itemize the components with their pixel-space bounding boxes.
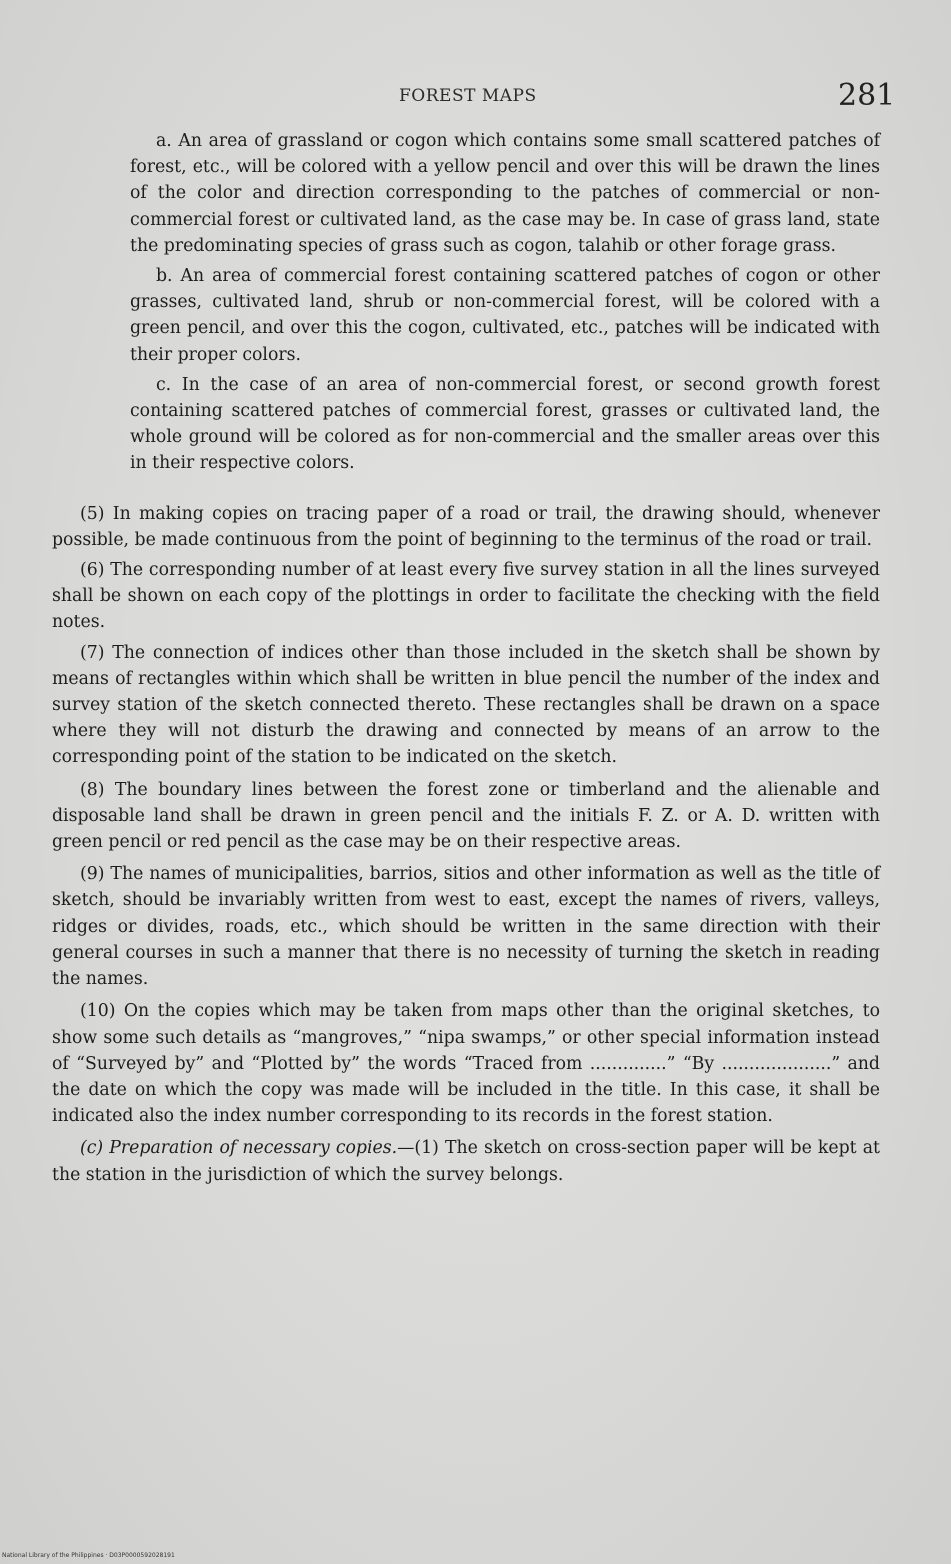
paragraph-8: (8) The boundary lines between the forest zone or timberland and the alienable and disposable land shall be drawn in green pencil and the initials F. Z. or A. D. written with green pencil or red pencil as the case may be on their respective areas. [52,779,880,853]
paragraph-c-body: —(1) The sketch on cross-section paper will be kept at the station in the jurisdiction of which the survey belongs. [52,1138,881,1185]
paragraph-7: (7) The connection of indices other than those included in the sketch shall be shown by means of rectangles within which shall be written in blue pencil the number of the index and survey station of the sketch connected thereto. These rectangles shall be drawn on a space where they will not disturb the drawing and connected by means of an arrow to the corresponding point of the station to be indicated on the sketch. [52,642,880,768]
footer-credit: National Library of the Philippines · D03P0000592028191 [2,1552,175,1559]
paragraph-10: (10) On the copies which may be taken from maps other than the original sketches, to show some such details as “mangroves,” “nipa swamps,” or other special information instead of “Surveyed by” and “Plotted by” the words “Traced from ..............” “By ....................” and the date on which the copy was made will be included in the title. In this case, it shall be indicated also the index number corresponding to its records in the forest station. [52,1001,880,1127]
paragraph-5: (5) In making copies on tracing paper of a road or trail, the drawing should, whenever possible, be made continuous from the point of beginning to the terminus of the road or trail. [52,503,880,550]
subparagraph-b: b. An area of commercial forest containing scattered patches of cogon or other grasses, cultivated land, shrub or non-commercial forest, will be colored with a green pencil, and over this the cogon, cultivated, etc., patches will be indicated with their proper colors. [130,266,880,365]
paragraph-6: (6) The corresponding number of at least every five survey station in all the lines surveyed shall be shown on each copy of the plottings in order to facilitate the checking with the field notes. [52,560,880,633]
page-number: 281 [838,78,896,113]
section-heading-italic: (c) Preparation of necessary copies. [80,1138,398,1159]
subparagraph-a: a. An area of grassland or cogon which contains some small scattered patches of forest, etc., will be colored with a yellow pencil and over this will be drawn the lines of the color and direction corresponding to the patches of commercial or non-commercial forest or cultivated land, as the case may be. In case of grass land, state the predominating species of grass such as cogon, talahib or other forage grass. [130,131,880,256]
paragraph-9: (9) The names of municipalities, barrios, sitios and other information as well as the title of sketch, should be invariably written from west to east, except the names of rivers, valleys, ridges or divides, roads, etc., which should be written in the same direction with their general courses in such a manner that there is no necessity of turning the sketch in reading the names. [52,864,880,990]
running-head [0,80,951,120]
body-text [52,128,880,1188]
subparagraph-c: c. In the case of an area of non-commercial forest, or second growth forest containing scattered patches of commercial forest, grasses or cultivated land, the whole ground will be colored as for non-commercial and the smaller areas over this in their respective colors. [130,374,880,474]
running-title: FOREST MAPS [399,86,537,106]
paragraph-c-preparation [52,1135,880,1187]
